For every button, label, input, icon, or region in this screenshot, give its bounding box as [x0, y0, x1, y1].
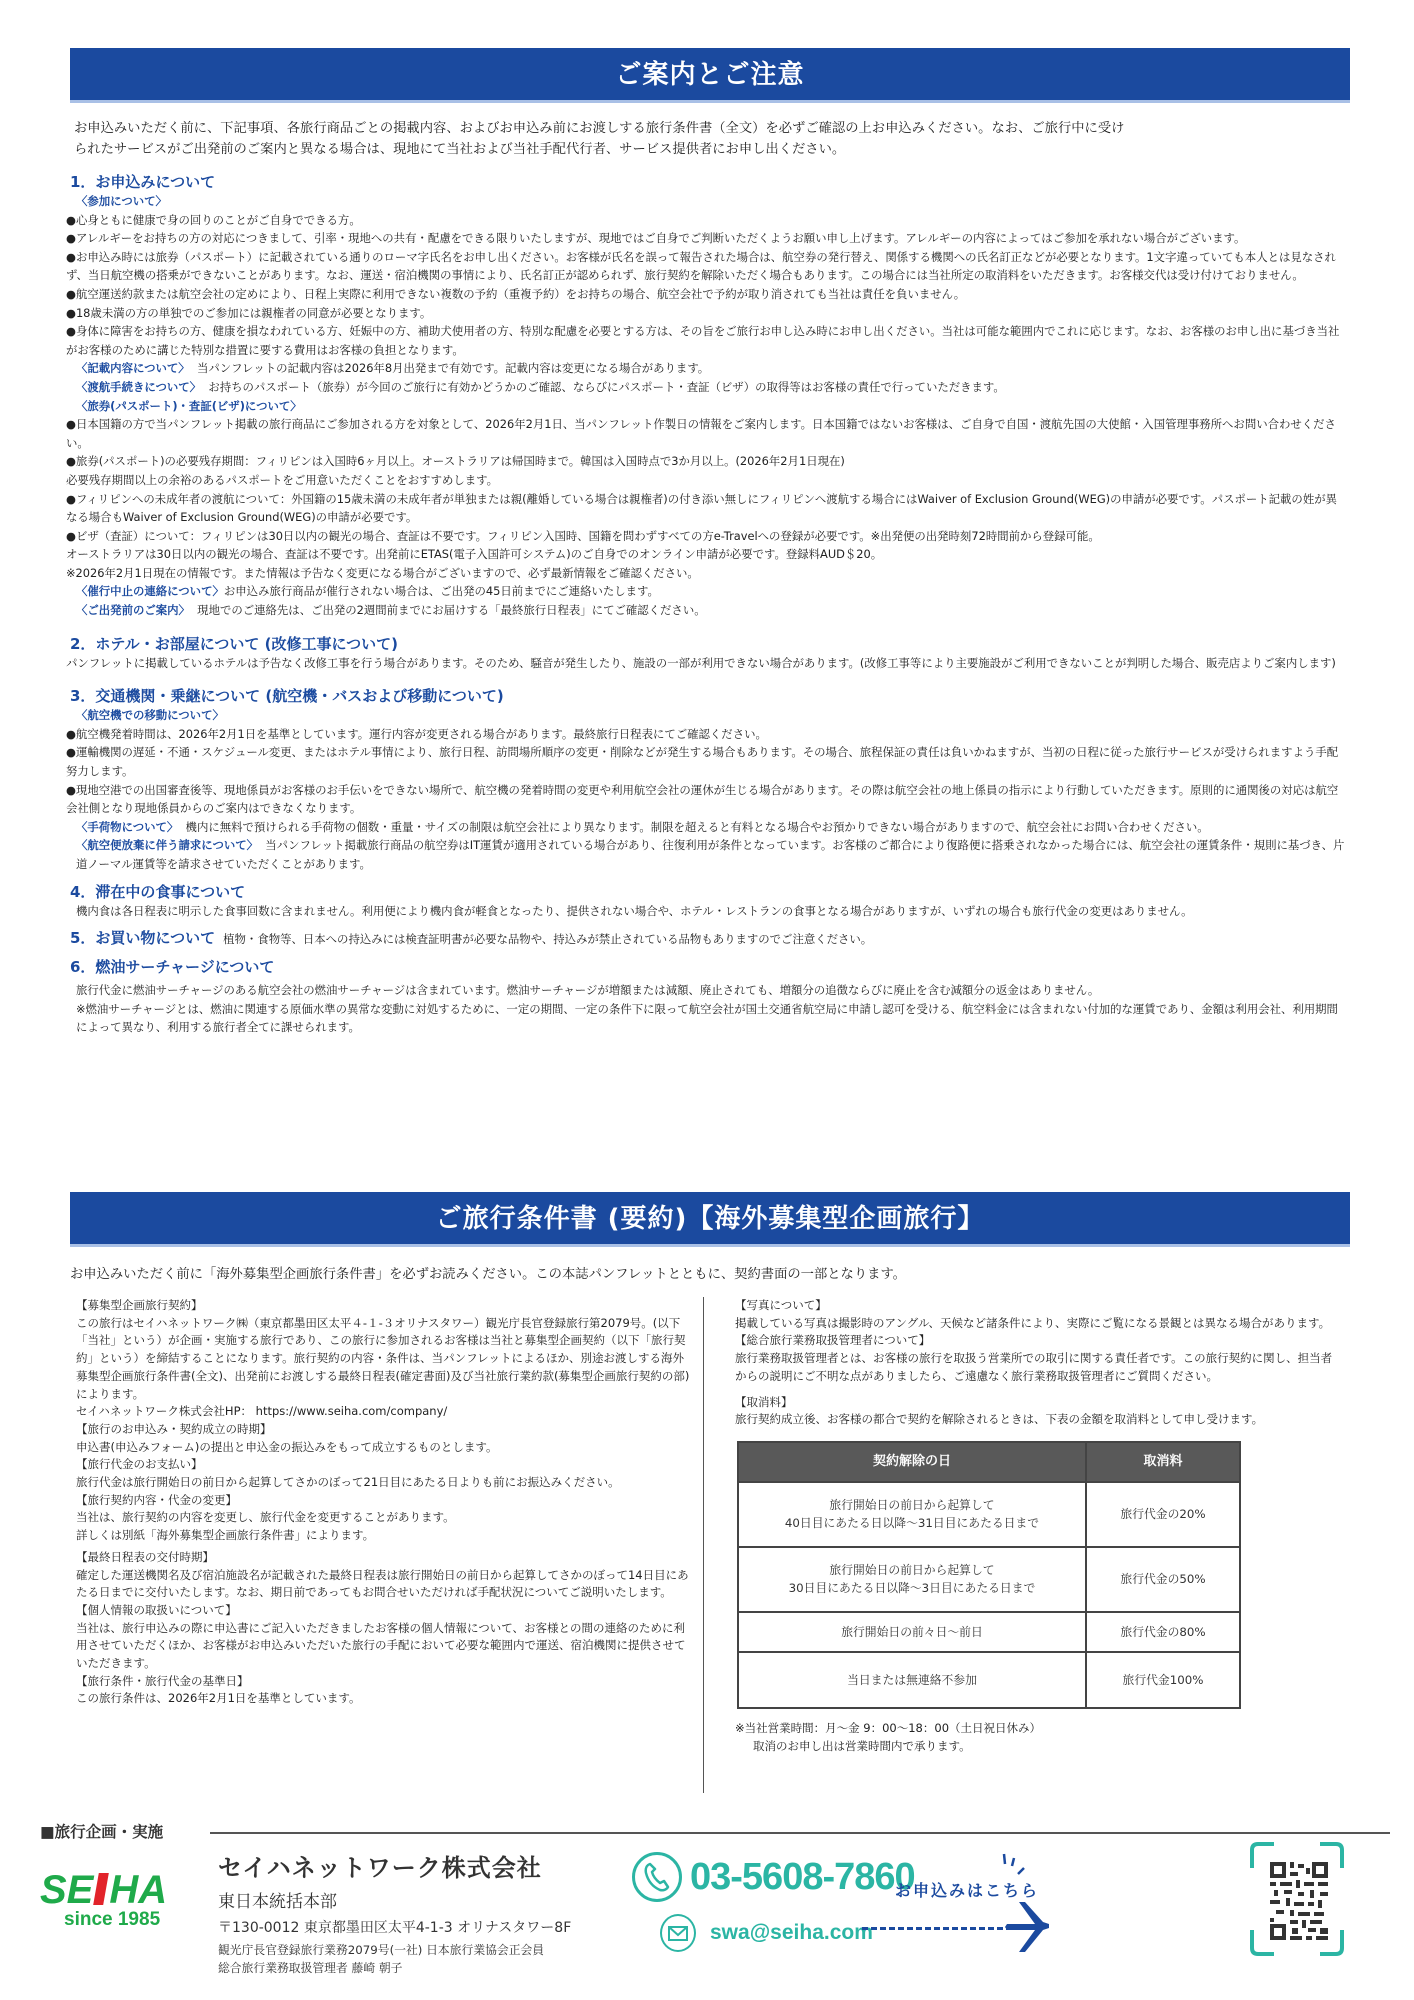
section-body: ※燃油サーチャージとは、燃油に関連する原価水準の異常な変動に対処するために、一定の期間、一定の条件下に限って航空会社が国土交通省航空局に申請し認可を受ける、航空料金には含まれない付加的な運賃であり、金額は利用会社、利用期間によって異なり、利用する旅行者全てに課せられます。 [76, 1001, 1338, 1035]
table-row [738, 1482, 1240, 1547]
section-body: 植物・食物等、日本への持込みには検査証明書が必要な品物や、持込みが禁止されている品物もありますのでご注意ください。 [223, 932, 873, 947]
email-contact[interactable] [660, 1914, 873, 1952]
email-address[interactable]: swa@seiha.com [710, 1921, 873, 1944]
terms-heading: 【旅行のお申込み・契約成立の時期】 [76, 1421, 272, 1436]
company-info [218, 1848, 628, 1977]
terms-body: 旅行契約成立後、お客様の都合で契約を解除されるときは、下表の金額を取消料として申し受けます。 [735, 1412, 1264, 1427]
intro-line: られたサービスがご出発前のご案内と異なる場合は、現地にて当社および当社手配代行者、サービス提供者にお申し出ください。 [74, 142, 846, 157]
qr-code[interactable] [1270, 1862, 1328, 1940]
column-header: 取消料 [1086, 1442, 1240, 1482]
cancel-contact-note [66, 582, 1346, 601]
terms-heading: 【個人情報の取扱いについて】 [76, 1602, 237, 1617]
logo-red-bar [94, 1873, 110, 1905]
baggage-note [66, 818, 1346, 837]
section-body: 機内食は各日程表に明示した食事回数に含まれません。利用便により機内食が軽食となったり、提供されない場合や、ホテル・レストランの食事となる場合がありますが、いずれの場合も旅行代金の変更はありません。 [76, 903, 1193, 918]
procedure-text: お持ちのパスポート（旅券）が今回のご旅行に有効かどうかのご確認、ならびにパスポート・査証（ビザ）の取得等はお客様の責任で行っていただきます。 [208, 379, 1005, 394]
text-line: ※2026年2月1日現在の情報です。また情報は予告なく変更になる場合がございますので、必ず最新情報をご確認ください。 [66, 565, 699, 580]
baggage-text: 機内に無料で預けられる手荷物の個数・重量・サイズの制限は航空会社により異なります。制限を超えると有料となる場合やお預かりできない場合がありますので、航空会社にお問い合わせください。 [185, 819, 1209, 834]
terms-body: 詳しくは別紙「海外募集型企画旅行条件書」によります。 [76, 1528, 375, 1543]
terms-banner: ご旅行条件書 (要約)【海外募集型企画旅行】 [70, 1192, 1350, 1247]
bullet-item: ●運輸機関の遅延・不通・スケジュール変更、またはホテル事情により、旅行日程、訪問場所順序の変更・削除などが発生する場合もあります。その場合、旅程保証の責任は負いかねますが、当初の日程に従った旅行サービスが受けられますよう手配努力します。 [66, 745, 1339, 779]
terms-body: 当社は、旅行申込みの際に申込書にご記入いただきましたお客様の個人情報について、お客様との間の連絡のために利用させていただくほか、お客様がお申込みいただいた旅行の手配において必要な範囲内で運送、宿泊機関に提供させていただきます。 [76, 1620, 686, 1671]
abandon-note [66, 836, 1346, 873]
cancel-hours-note: 取消のお申し出は営業時間内で承ります。 [753, 1738, 971, 1753]
bullet-item: ●フィリピンへの未成年者の渡航について：外国籍の15歳未満の未成年者が単独または親(離婚している場合は親権者)の付き添い無しにフィリピンへ渡航する場合にはWaiver of Exclusion Ground(WEG)の申請が必要です。パスポート記載の姓が異なる場合もWaiver of Exclusion Ground(WEG)の申請が必要です。 [66, 491, 1337, 525]
column-header: 契約解除の日 [738, 1442, 1086, 1482]
terms-body: 当社は、旅行契約の内容を変更し、旅行代金を変更することがあります。 [76, 1510, 455, 1525]
bullet-item: ●身体に障害をお持ちの方、健康を損なわれている方、妊娠中の方、補助犬使用者の方、特別な配慮を必要とする方は、その旨をご旅行お申し込み時にお申し出ください。当社は可能な範囲内でこれに応じます。なお、お客様のお申し出に基づき当社がお客様のために講じた特別な措置に要する費用はお客様の負担となります。 [66, 324, 1340, 357]
apply-here-label: お申込みはこちら [895, 1881, 1040, 1900]
bullet-item: ●旅券(パスポート)の必要残存期間：フィリピンは入国時6ヶ月以上。オーストラリアは帰国時まで。韓国は入国時点で3か月以上。(2026年2月1日現在) [66, 454, 845, 469]
emphasis-burst-icon [1000, 1852, 1030, 1880]
cancel-when-cell: 旅行開始日の前日から起算して 30日目にあたる日以降～3日目にあたる日まで [738, 1547, 1086, 1612]
subheading-flight: 〈航空機での移動について〉 [76, 708, 224, 723]
subheading-baggage: 〈手荷物について〉 [76, 819, 179, 834]
subheading-cancel-contact: 〈催行中止の連絡について〉 [76, 584, 224, 599]
bullet-item: ●航空機発着時間は、2026年2月1日を基準としています。運行内容が変更される場合があります。最終旅行日程表にてご確認ください。 [66, 726, 767, 741]
predeparture-note [66, 601, 1346, 620]
cancel-fee-cell: 旅行代金の50% [1086, 1547, 1240, 1612]
terms-body: この旅行条件は、2026年2月1日を基準としています。 [76, 1691, 361, 1706]
terms-body: 旅行業務取扱管理者とは、お客様の旅行を取扱う営業所での取引に関する責任者です。この旅行契約に関し、担当者からの説明にご不明な点がありましたら、ご遠慮なく旅行業務取扱管理者にご質問ください。 [735, 1351, 1333, 1383]
cancel-contact-text: お申込み旅行商品が催行されない場合は、ご出発の45日前までにご連絡いたします。 [223, 584, 659, 599]
business-hours: ※当社営業時間：月～金 9：00～18：00（土日祝日休み） [735, 1720, 1042, 1735]
notice-sections [66, 172, 1346, 1037]
bullet-item: ●お申込み時には旅券（パスポート）に記載されている通りのローマ字氏名をお申し出ください。お客様が氏名を誤って報告された場合は、航空券の発行替え、関係する機関への氏名訂正などが必要となります。1文字違っていても本人とは見なされず、当日航空機の搭乗ができないことがあります。なお、運送・宿泊機関の事情により、氏名訂正が認められず、旅行契約を解除いただく場合もあります。この場合には当社所定の取消料をいただきます。お客様交代は受け付けておりません。 [66, 249, 1336, 283]
seiha-logo [40, 1868, 200, 1931]
terms-body: この旅行はセイハネットワーク㈱（東京都墨田区太平４-１-３オリナスタワー）観光庁長官登録旅行第2079号。(以下「当社」という）が企画・実施する旅行であり、この旅行に参加されるお客様は当社と募集型企画契約（以下「旅行契約」という）を締結することになります。旅行契約の内容・条件は、当パンフレットによるほか、別途お渡しする海外募集型企画旅行条件書(全文)、出発前にお渡しする最終日程表(確定書面)及び当社旅行業約款(募集型企画旅行契約の部)によります。 [76, 1315, 690, 1401]
table-row [738, 1547, 1240, 1612]
bullet-item: ●日本国籍の方で当パンフレット掲載の旅行商品にご参加される方を対象として、2026年2月1日、当パンフレット作製日の情報をご案内します。日本国籍ではないお客様は、ご自身で自国・渡航先国の大使館・入国管理事務所へお問い合わせください。 [66, 417, 1336, 450]
bullet-item: ●現地空港での出国審査後等、現地係員がお客様のお手伝いをできない場所で、航空機の発着時間の変更や利用航空会社の運休が生じる場合があります。その際は航空会社の地上係員の指示により行動していただきます。原則的に通関後の対応は航空会社側となり現地係員からのご案内はできなくなります。 [66, 782, 1339, 816]
section-title-application: 1．お申込みについて [70, 173, 216, 191]
content-validity [66, 359, 1346, 378]
terms-heading: 【旅行契約内容・代金の変更】 [76, 1492, 237, 1507]
text-line: 必要残存期間以上の余裕のあるパスポートをご用意いただくことをおすすめします。 [66, 472, 499, 487]
cancel-fee-cell: 旅行代金100% [1086, 1652, 1240, 1708]
content-text: 当パンフレットの記載内容は2026年8月出発まで有効です。記載内容は変更になる場合があります。 [196, 361, 710, 376]
bullet-item: ●18歳未満の方の単独でのご参加には親権者の同意が必要となります。 [66, 305, 432, 320]
text-line: オーストラリアは30日以内の観光の場合、査証は不要です。出発前にETAS(電子入国許可システム)のご自身でのオンライン申請が必要です。登録料AUD＄20。 [66, 547, 883, 562]
terms-heading: 【募集型企画旅行契約】 [76, 1298, 203, 1312]
notice-banner: ご案内とご注意 [70, 48, 1350, 103]
section-title-shopping [70, 928, 1346, 949]
phone-number[interactable]: 03-5608-7860 [690, 1855, 915, 1898]
company-hp-link[interactable]: セイハネットワーク株式会社HP： https://www.seiha.com/company/ [76, 1404, 448, 1419]
company-address: 〒130-0012 東京都墨田区太平4-1-3 オリナスタワー8F [218, 1920, 572, 1936]
subheading-content: 〈記載内容について〉 [76, 361, 190, 376]
section-title-text: 5．お買い物について [70, 929, 216, 948]
intro-line: お申込みいただく前に、下記事項、各旅行商品ごとの掲載内容、およびお申込み前にお渡しする旅行条件書（全文）を必ずご確認の上お申込みください。なお、ご旅行中に受け [74, 121, 1125, 136]
subheading-participation: 〈参加について〉 [76, 194, 167, 208]
terms-heading: 【旅行条件・旅行代金の基準日】 [76, 1673, 249, 1688]
subheading-predeparture: 〈ご出発前のご案内〉 [76, 603, 190, 618]
predeparture-text: 現地でのご連絡先は、ご出発の2週間前までにお届けする「最終旅行日程表」にてご確認ください。 [197, 603, 706, 618]
bullet-item: ●ビザ（査証）について：フィリピンは30日以内の観光の場合、査証は不要です。フィリピン入国時、国籍を問わずすべての方e-Travelへの登録が必要です。※出発便の出発時刻72時間前から登録可能。 [66, 528, 1100, 543]
cancel-when-cell: 当日または無連絡不参加 [738, 1652, 1086, 1708]
terms-heading: 【総合旅行業務取扱管理者について】 [735, 1333, 931, 1348]
section-title-transport: 3．交通機関・乗継について (航空機・バスおよび移動について) [70, 687, 504, 706]
terms-heading: 【写真について】 [735, 1298, 827, 1312]
cancellation-fee-table [737, 1441, 1241, 1709]
company-manager: 総合旅行業務取扱管理者 藤崎 朝子 [218, 1961, 403, 1975]
company-name: セイハネットワーク株式会社 [218, 1854, 542, 1882]
notice-intro [74, 118, 1346, 160]
terms-right-column [735, 1297, 1340, 1755]
company-registration: 観光庁長官登録旅行業務2079号(一社) 日本旅行業協会正会員 [218, 1943, 545, 1957]
cancel-when-cell: 旅行開始日の前日から起算して 40日目にあたる日以降～31日目にあたる日まで [738, 1482, 1086, 1547]
logo-wordmark: SE HA [40, 1868, 168, 1912]
terms-heading: 【旅行代金のお支払い】 [76, 1457, 203, 1472]
phone-icon [632, 1852, 682, 1902]
terms-body: 掲載している写真は撮影時のアングル、天候など諸条件により、実際にご覧になる景観とは異なる場合があります。 [735, 1315, 1331, 1330]
phone-contact[interactable] [632, 1852, 915, 1902]
procedure-note [66, 378, 1346, 397]
cancel-fee-cell: 旅行代金の20% [1086, 1482, 1240, 1547]
terms-intro: お申込みいただく前に「海外募集型企画旅行条件書」を必ずお読みください。この本誌パンフレットとともに、契約書面の一部となります。 [70, 1267, 906, 1282]
organizer-label: ■旅行企画・実施 [40, 1823, 164, 1841]
bullet-item: ●航空運送約款または航空会社の定めにより、日程上実際に利用できない複数の予約（重複予約）をお持ちの場合、航空会社で予約が取り消されても当社は責任を負いません。 [66, 286, 966, 301]
subheading-passport-visa: 〈旅券(パスポート)・査証(ビザ)について〉 [76, 398, 302, 413]
company-division: 東日本統括本部 [218, 1892, 337, 1912]
table-header-row [738, 1442, 1240, 1482]
section-title-hotel: 2．ホテル・お部屋について (改修工事について) [70, 634, 399, 653]
terms-heading: 【取消料】 [735, 1394, 793, 1409]
section-body: パンフレットに掲載しているホテルは予告なく改修工事を行う場合があります。そのため、騒音が発生したり、施設の一部が利用できない場合があります。(改修工事等により主要施設がご利用できないことが判明した場合、販売店よりご案内します) [66, 655, 1336, 670]
footer-divider [210, 1832, 1390, 1834]
terms-left-column [76, 1297, 704, 1793]
table-row [738, 1652, 1240, 1708]
abandon-text: 当パンフレット掲載旅行商品の航空券はIT運賃が適用されている場合があり、往復利用が条件となっています。お客様のご都合により復路便に搭乗されなかった場合には、航空会社の運賃条件・規則に基づき、片道ノーマル運賃等を請求させていただくことがあります。 [76, 838, 1345, 871]
table-row [738, 1612, 1240, 1652]
terms-heading: 【最終日程表の交付時期】 [76, 1549, 214, 1564]
cancel-when-cell: 旅行開始日の前々日～前日 [738, 1612, 1086, 1652]
bullet-item: ●心身ともに健康で身の回りのことがご自身でできる方。 [66, 212, 361, 227]
section-body: 旅行代金に燃油サーチャージのある航空会社の燃油サーチャージは含まれています。燃油サーチャージが増額または減額、廃止されても、増額分の追徴ならびに廃止を含む減額分の返金はありません。 [76, 983, 1100, 998]
section-title-fuel: 6．燃油サーチャージについて [70, 958, 275, 977]
business-hours-note [735, 1719, 1340, 1755]
terms-body: 確定した運送機関名及び宿泊施設名が記載された最終日程表は旅行開始日の前日から起算してさかのぼって14日目にあたる日までに交付いたします。なお、期日前であってもお問合せいただければ手配状況についてご説明いたします。 [76, 1567, 689, 1600]
terms-body: 旅行代金は旅行開始日の前日から起算してさかのぼって21日目にあたる日よりも前にお振込みください。 [76, 1475, 620, 1490]
mail-icon [660, 1914, 696, 1952]
subheading-abandon: 〈航空便放棄に伴う請求について〉 [76, 838, 259, 853]
dashed-flight-path [862, 1927, 1012, 1930]
airplane-icon [1005, 1900, 1051, 1954]
logo-since: since 1985 [64, 1909, 161, 1930]
terms-body: 申込書(申込みフォーム)の提出と申込金の振込みをもって成立するものとします。 [76, 1439, 498, 1454]
cancel-fee-cell: 旅行代金の80% [1086, 1612, 1240, 1652]
subheading-procedure: 〈渡航手続きについて〉 [76, 379, 202, 394]
bullet-item: ●アレルギーをお持ちの方の対応につきまして、引率・現地への共有・配慮をできる限りいたしますが、現地ではご自身でご判断いただくようお願い申し上げます。アレルギーの内容によってはご参加を承れない場合がございます。 [66, 231, 1246, 246]
section-title-meals: 4．滞在中の食事について [70, 882, 246, 901]
